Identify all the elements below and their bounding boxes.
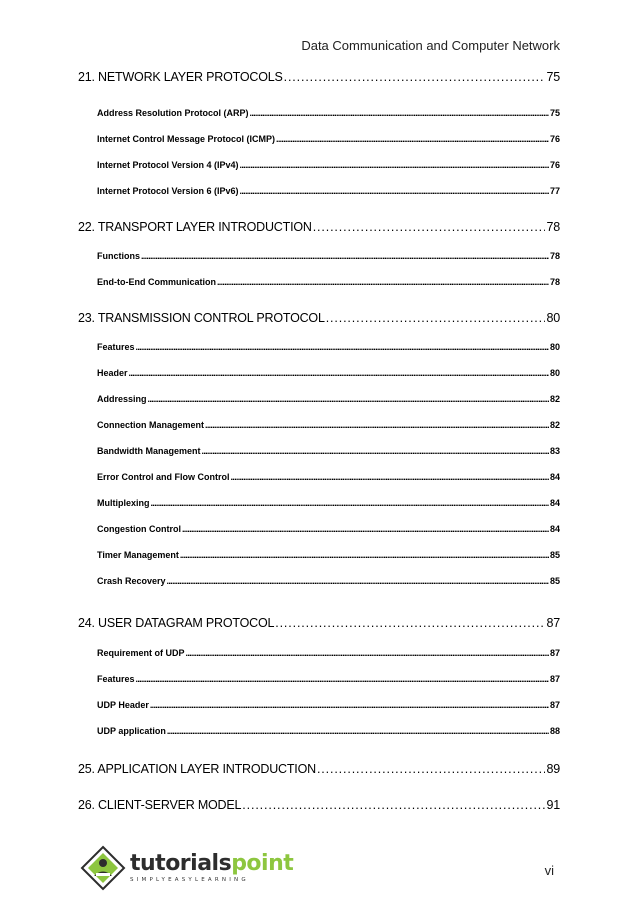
toc-entry-title: Requirement of UDP <box>97 648 185 658</box>
toc-dot-leader <box>148 394 549 404</box>
toc-chapter-entry[interactable] <box>78 616 560 630</box>
toc-entry-title: Internet Protocol Version 4 (IPv4) <box>97 160 239 170</box>
toc-dot-leader <box>326 311 546 325</box>
toc-dot-leader <box>167 726 549 736</box>
toc-entry-title: UDP Header <box>97 700 149 710</box>
toc-entry-title: Features <box>97 674 135 684</box>
toc-page-number: 84 <box>549 472 560 482</box>
toc-section-entry[interactable] <box>97 726 560 736</box>
toc-page-number: 88 <box>549 726 560 736</box>
toc-section-entry[interactable] <box>97 134 560 144</box>
toc-page-number: 89 <box>546 762 560 776</box>
toc-chapter-entry[interactable] <box>78 762 560 776</box>
toc-page-number: 87 <box>546 616 560 630</box>
toc-dot-leader <box>317 762 546 776</box>
toc-dot-leader <box>167 576 549 586</box>
toc-dot-leader <box>202 446 549 456</box>
toc-page-number: 85 <box>549 576 560 586</box>
toc-page-number: 77 <box>549 186 560 196</box>
toc-page-number: 75 <box>546 70 560 84</box>
toc-page-number: 80 <box>546 311 560 325</box>
toc-entry-title: 25. APPLICATION LAYER INTRODUCTION <box>78 762 316 776</box>
toc-dot-leader <box>180 550 549 560</box>
toc-page-number: 80 <box>549 342 560 352</box>
toc-section-entry[interactable] <box>97 394 560 404</box>
toc-chapter-entry[interactable] <box>78 220 560 234</box>
toc-chapter-entry[interactable] <box>78 311 560 325</box>
toc-page-number: 82 <box>549 420 560 430</box>
toc-section-entry[interactable] <box>97 446 560 456</box>
toc-entry-title: Addressing <box>97 394 147 404</box>
toc-dot-leader <box>182 524 549 534</box>
toc-page-number: 84 <box>549 498 560 508</box>
toc-page-number: 84 <box>549 524 560 534</box>
toc-entry-title: Error Control and Flow Control <box>97 472 230 482</box>
toc-entry-title: Timer Management <box>97 550 179 560</box>
toc-section-entry[interactable] <box>97 277 560 287</box>
page-number: vi <box>544 863 554 878</box>
toc-dot-leader <box>151 498 549 508</box>
toc-dot-leader <box>250 108 549 118</box>
toc-page-number: 91 <box>546 798 560 812</box>
toc-page-number: 75 <box>549 108 560 118</box>
toc-page-number: 83 <box>549 446 560 456</box>
toc-entry-title: 21. NETWORK LAYER PROTOCOLS <box>78 70 283 84</box>
logo-wordmark: tutorialspoint <box>130 851 294 876</box>
toc-section-entry[interactable] <box>97 251 560 261</box>
toc-entry-title: Connection Management <box>97 420 205 430</box>
toc-entry-title: Header <box>97 368 128 378</box>
toc-page-number: 76 <box>549 160 560 170</box>
toc-section-entry[interactable] <box>97 674 560 684</box>
toc-dot-leader <box>217 277 549 287</box>
toc-section-entry[interactable] <box>97 524 560 534</box>
toc-dot-leader <box>231 472 549 482</box>
logo-emblem-icon <box>80 845 126 891</box>
toc-entry-title: Address Resolution Protocol (ARP) <box>97 108 249 118</box>
toc-section-entry[interactable] <box>97 420 560 430</box>
toc-dot-leader <box>284 70 546 84</box>
toc-chapter-entry[interactable] <box>78 70 560 84</box>
toc-dot-leader <box>129 368 549 378</box>
toc-section-entry[interactable] <box>97 648 560 658</box>
toc-entry-title: Internet Control Message Protocol (ICMP) <box>97 134 276 144</box>
toc-section-entry[interactable] <box>97 342 560 352</box>
toc-dot-leader <box>186 648 549 658</box>
page-footer <box>0 830 638 902</box>
toc-entry-title: Functions <box>97 251 140 261</box>
toc-dot-leader <box>205 420 549 430</box>
toc-entry-title: 24. USER DATAGRAM PROTOCOL <box>78 616 275 630</box>
toc-entry-title: 26. CLIENT-SERVER MODEL <box>78 798 242 812</box>
toc-entry-title: Internet Protocol Version 6 (IPv6) <box>97 186 239 196</box>
toc-page-number: 87 <box>549 674 560 684</box>
toc-dot-leader <box>275 616 545 630</box>
toc-section-entry[interactable] <box>97 186 560 196</box>
toc-section-entry[interactable] <box>97 108 560 118</box>
toc-entry-title: Features <box>97 342 135 352</box>
toc-dot-leader <box>313 220 546 234</box>
toc-page-number: 87 <box>549 648 560 658</box>
toc-page-number: 78 <box>549 251 560 261</box>
toc-section-entry[interactable] <box>97 576 560 586</box>
toc-dot-leader <box>136 342 549 352</box>
toc-page-number: 78 <box>546 220 560 234</box>
toc-page-number: 85 <box>549 550 560 560</box>
toc-page-number: 82 <box>549 394 560 404</box>
toc-entry-title: Congestion Control <box>97 524 181 534</box>
toc-section-entry[interactable] <box>97 498 560 508</box>
running-header: Data Communication and Computer Network <box>301 38 560 53</box>
toc-entry-title: Multiplexing <box>97 498 150 508</box>
toc-section-entry[interactable] <box>97 550 560 560</box>
toc-dot-leader <box>240 186 549 196</box>
toc-page-number: 76 <box>549 134 560 144</box>
toc-entry-title: 22. TRANSPORT LAYER INTRODUCTION <box>78 220 312 234</box>
toc-section-entry[interactable] <box>97 700 560 710</box>
toc-entry-title: Bandwidth Management <box>97 446 201 456</box>
toc-entry-title: UDP application <box>97 726 166 736</box>
toc-section-entry[interactable] <box>97 160 560 170</box>
toc-page-number: 87 <box>549 700 560 710</box>
toc-dot-leader <box>240 160 549 170</box>
logo-tagline: SIMPLYEASYLEARNING <box>130 877 249 883</box>
toc-entry-title: 23. TRANSMISSION CONTROL PROTOCOL <box>78 311 325 325</box>
toc-chapter-entry[interactable] <box>78 798 560 812</box>
toc-dot-leader <box>141 251 549 261</box>
toc-dot-leader <box>136 674 549 684</box>
toc-entry-title: Crash Recovery <box>97 576 166 586</box>
toc-dot-leader <box>276 134 549 144</box>
toc-section-entry[interactable] <box>97 368 560 378</box>
toc-dot-leader <box>242 798 545 812</box>
toc-section-entry[interactable] <box>97 472 560 482</box>
toc-page-number: 78 <box>549 277 560 287</box>
toc-page-number: 80 <box>549 368 560 378</box>
toc-dot-leader <box>150 700 549 710</box>
tutorialspoint-logo[interactable] <box>80 842 295 894</box>
toc-entry-title: End-to-End Communication <box>97 277 216 287</box>
